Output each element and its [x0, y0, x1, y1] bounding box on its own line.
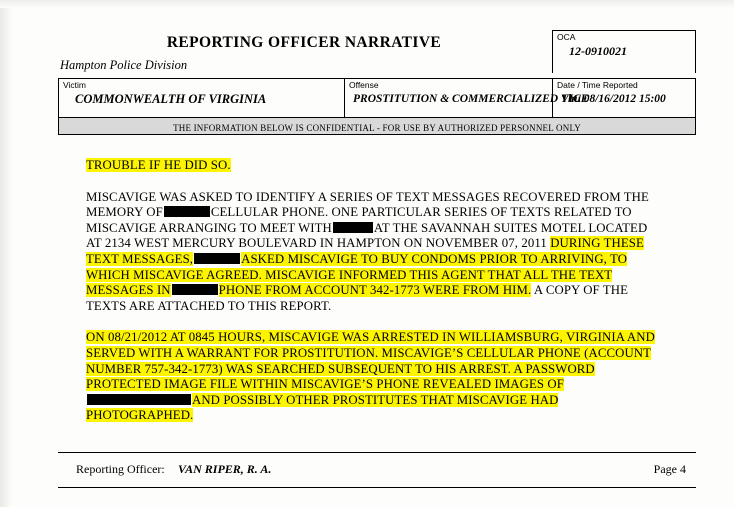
- p2-segment-c: AT THE SAVANNAH SUITES MOTEL LOCATED AT 2134 WEST MERCURY BOULEVARD IN HAMPTON ON NOVEMBER 07, 2011: [86, 220, 648, 251]
- p2-segment-d: DURING THESE TEXT MESSAGES,: [86, 236, 644, 266]
- redaction-block: [333, 222, 373, 233]
- datetime-label: Date / Time Reported: [557, 80, 638, 90]
- datetime-cell: [553, 79, 695, 117]
- footer-bottom-rule: [58, 487, 696, 488]
- offense-value: PROSTITUTION & COMMERCIALIZED VICE: [353, 93, 589, 105]
- report-footer: [58, 458, 696, 484]
- p2-segment-b: CELLULAR PHONE. ONE PARTICULAR SERIES OF TEXTS RELATED TO MISCAVIGE ARRANGING TO MEET WITH: [86, 205, 632, 235]
- oca-label: OCA: [557, 32, 576, 42]
- offense-label: Offense: [349, 80, 379, 90]
- redaction-block: [164, 206, 210, 217]
- narrative-paragraph-text-messages: [86, 190, 658, 315]
- redaction-block: [172, 284, 218, 295]
- narrative-paragraph-continued: [86, 158, 658, 174]
- oca-value: 12-0910021: [569, 44, 627, 58]
- division-row: [58, 58, 696, 78]
- page-title: REPORTING OFFICER NARRATIVE: [166, 34, 442, 51]
- reporting-officer-name: VAN RIPER, R. A.: [178, 462, 272, 476]
- reporting-officer-label: Reporting Officer:: [76, 462, 165, 476]
- p3-segment-b: AND POSSIBLY OTHER PROSTITUTES THAT MISCAVIGE HAD PHOTOGRAPHED.: [86, 392, 559, 423]
- p2-segment-a: MISCAVIGE WAS ASKED TO IDENTIFY A SERIES OF TEXT MESSAGES RECOVERED FROM THE MEMORY OF: [86, 189, 649, 220]
- scan-edge-left: [0, 0, 12, 507]
- narrative-body: [86, 158, 658, 440]
- offense-cell: [345, 79, 589, 117]
- case-info-table: [58, 78, 696, 118]
- victim-cell: [59, 79, 345, 117]
- redaction-block: [194, 253, 240, 264]
- scan-edge-top: [0, 0, 734, 8]
- redaction-block: [87, 394, 191, 405]
- confidential-notice: THE INFORMATION BELOW IS CONFIDENTIAL - FOR USE BY AUTHORIZED PERSONNEL ONLY: [173, 123, 581, 133]
- title-row: [58, 30, 696, 58]
- p2-segment-f: PHONE FROM ACCOUNT 342-1773 WERE FROM HIM.: [218, 283, 532, 298]
- footer-top-rule: [58, 452, 696, 453]
- p2-segment-e: ASKED MISCAVIGE TO BUY CONDOMS PRIOR TO ARRIVING, TO WHICH MISCAVIGE AGREED. MISCAVIGE INFORMED THIS AGENT THAT ALL THE TEXT MESSAGES IN: [86, 251, 628, 298]
- agency-name: Hampton Police Division: [60, 58, 188, 72]
- page-number: Page 4: [653, 462, 686, 476]
- narrative-paragraph-arrest: [86, 330, 658, 424]
- victim-label: Victim: [63, 80, 86, 90]
- report-header: [58, 30, 696, 135]
- victim-value: COMMONWEALTH OF VIRGINIA: [75, 92, 267, 106]
- confidential-bar: [58, 118, 696, 135]
- datetime-value: Thu 08/16/2012 15:00: [561, 93, 666, 105]
- p2-segment-g: A COPY OF THE TEXTS ARE ATTACHED TO THIS REPORT.: [86, 283, 629, 313]
- p3-segment-a: ON 08/21/2012 AT 0845 HOURS, MISCAVIGE WAS ARRESTED IN WILLIAMSBURG, VIRGINIA AND SERVED WITH A WARRANT FOR PROSTITUTION. MISCAVIGE’S CELLULAR PHONE (ACCOUNT NUMBER 757-342-1773) WAS SEARCHED SUBSEQUENT TO HIS ARREST. A PASSWORD PROTECTED IMAGE FILE WITHIN MISCAVIGE’S PHONE REVEALED IMAGES OF: [86, 330, 655, 392]
- narrative-line-top: TROUBLE IF HE DID SO.: [86, 158, 231, 172]
